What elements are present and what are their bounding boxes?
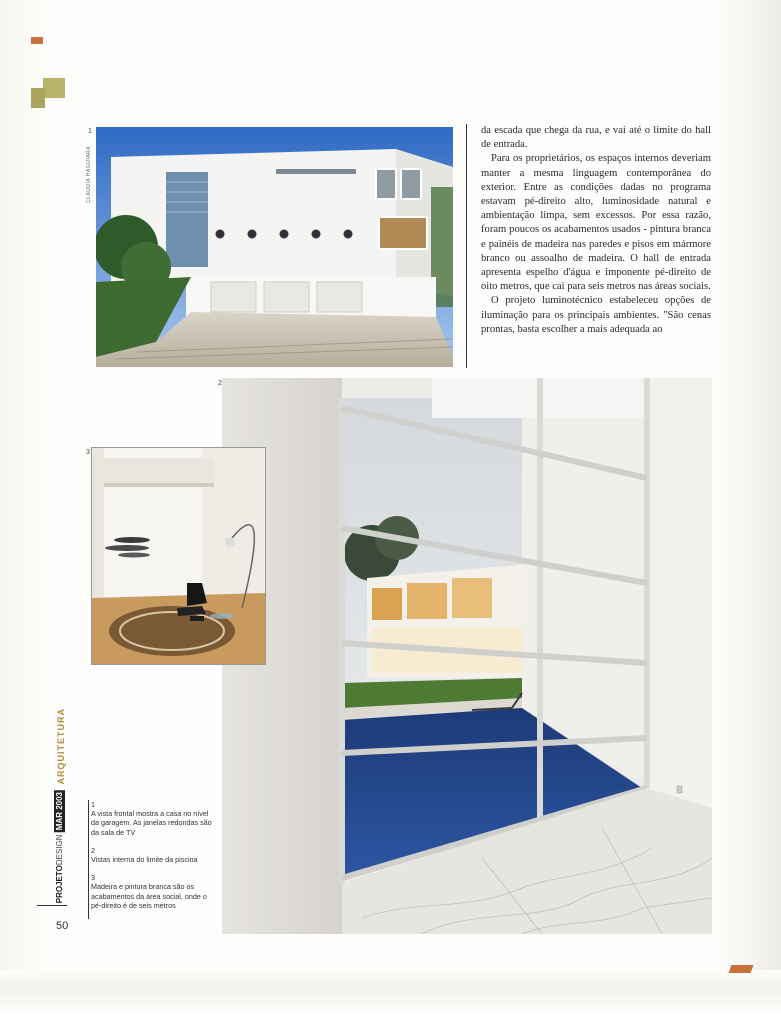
issue-date: MAR 2003 [55,792,64,831]
section-label: ARQUITETURA [56,708,66,785]
glass-wall-illustration [222,378,712,934]
article-paragraph: O projeto luminotécnico estabeleceu opções de iluminação para os principais ambientes. "São cenas prontas, basta escolher a mais adequada ao [481,295,711,335]
figure-number-2: 2 [218,380,222,387]
interior-illustration [92,448,265,664]
caption-number: 2 [91,845,95,855]
caption-number: 1 [91,800,95,809]
figure-captions [88,800,216,919]
facade-illustration [96,127,453,367]
divider [37,905,67,906]
corner-mark [31,37,43,44]
decorative-blocks [31,78,65,108]
interior-photo [91,447,266,665]
corner-mark-bottom [729,965,754,973]
figure-number-3: 3 [86,449,90,456]
magazine-name-light: DESIGN [55,834,64,866]
article-paragraph: Para os proprietários, os espaços internos deveriam manter a mesma linguagem contemporânea do exterior. Entre as condições dadas no programa estavam pé-direito alto, luminosidade natural e ambientação limpa, sem excessos. Por essa razão, foram poucos os acabamentos usados - pintura branca e painéis de madeira nas paredes e pisos em mármore branco ou assoalho de madeira. O hall de entrada apresenta espelho d'água e imponente pé-direito de oito metros, que cai para seis metros nas áreas sociais. [481,153,711,293]
glass-wall-photo [222,378,712,934]
issue-info [55,790,64,903]
page-bottom-edge [0,970,781,1018]
caption-2 [89,846,216,864]
caption-text: Vistas interna do limite da piscina [91,855,198,865]
facade-photo [96,127,453,367]
caption-1 [89,800,216,837]
page-number: 50 [56,920,69,932]
article-body [466,124,711,368]
photo-credit: CLAUDIA HAGUIARA [86,146,92,203]
caption-text: A vista frontal mostra a casa no nível da garagem. As janelas redondas são da sala de TV [91,809,212,837]
caption-number: 3 [91,873,95,883]
figure-number-1: 1 [88,128,92,135]
magazine-name-bold: PROJETO [55,865,64,904]
caption-text: Madeira e pintura branca são os acabamentos da área social, onde o pé-direito é de seis metros [91,882,207,910]
article-paragraph: da escada que chega da rua, e vai até o limite do hall de entrada. [481,125,711,151]
caption-3 [89,873,216,910]
